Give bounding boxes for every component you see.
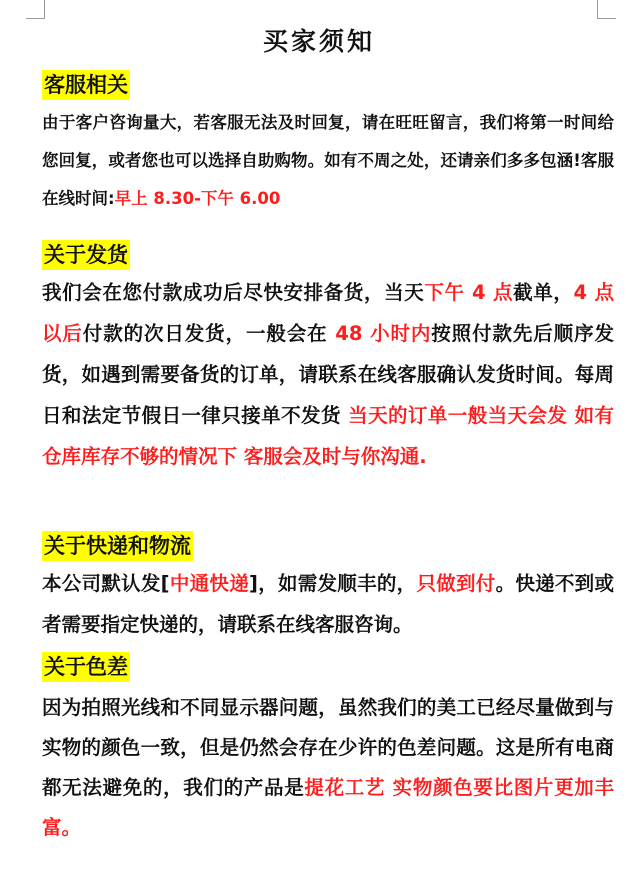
section-customer-service — [42, 70, 614, 218]
section-heading: 关于发货 — [42, 240, 130, 270]
body-text: 截单， — [513, 281, 574, 304]
highlighted-text: 下午 4 点 — [424, 281, 514, 304]
body-text: 本公司默认发[ — [42, 572, 170, 595]
highlighted-text: 4 点以后 — [42, 281, 614, 345]
section-paragraph — [42, 104, 614, 218]
body-text: 我们会在您付款成功后尽快安排备货，当天 — [42, 281, 425, 304]
highlighted-text: 48 小时内 — [335, 322, 432, 345]
body-text: 按照付款先后顺序发货，如遇到需要备货的订单，请联系在线客服确认发货时间。每周日和法定节假日一律只接单不发货 — [42, 322, 614, 427]
highlighted-text: 中通快递 — [169, 572, 249, 595]
section-heading: 关于色差 — [42, 652, 130, 682]
section-express-logistics — [42, 531, 614, 645]
page-corner-mark-top-right — [597, 0, 616, 19]
body-text: ]，如需发顺丰的， — [249, 572, 417, 595]
section-paragraph — [42, 688, 614, 848]
body-text: 付款的次日发货，一般会在 — [82, 322, 336, 345]
section-heading: 客服相关 — [42, 70, 130, 100]
page-corner-mark-top-left — [26, 0, 45, 19]
highlighted-text: 提花工艺 实物颜色要比图片更加丰富。 — [42, 776, 614, 839]
section-color-difference — [42, 652, 614, 848]
highlighted-text: 早上 8.30-下午 6.00 — [114, 189, 281, 208]
highlighted-text: 当天的订单一般当天会发 如有仓库库存不够的情况下 客服会及时与你沟通. — [42, 404, 614, 468]
body-text: 。快递不到或者需要指定快递的，请联系在线客服咨询。 — [42, 572, 614, 636]
document-title: 买家须知 — [262, 27, 375, 56]
highlighted-text: 只做到付 — [416, 572, 496, 595]
section-paragraph — [42, 563, 614, 645]
body-text: 因为拍照光线和不同显示器问题，虽然我们的美工已经尽量做到与实物的颜色一致，但是仍然会存在少许的色差问题。这是所有电商都无法避免的，我们的产品是 — [42, 696, 614, 799]
body-text: 由于客户咨询量大，若客服无法及时回复，请在旺旺留言，我们将第一时间给您回复，或者您也可以选择自助购物。如有不周之处，还请亲们多多包涵!客服在线时间: — [42, 113, 614, 208]
section-heading: 关于快递和物流 — [42, 531, 193, 561]
section-shipping — [42, 240, 614, 477]
section-paragraph — [42, 272, 614, 477]
